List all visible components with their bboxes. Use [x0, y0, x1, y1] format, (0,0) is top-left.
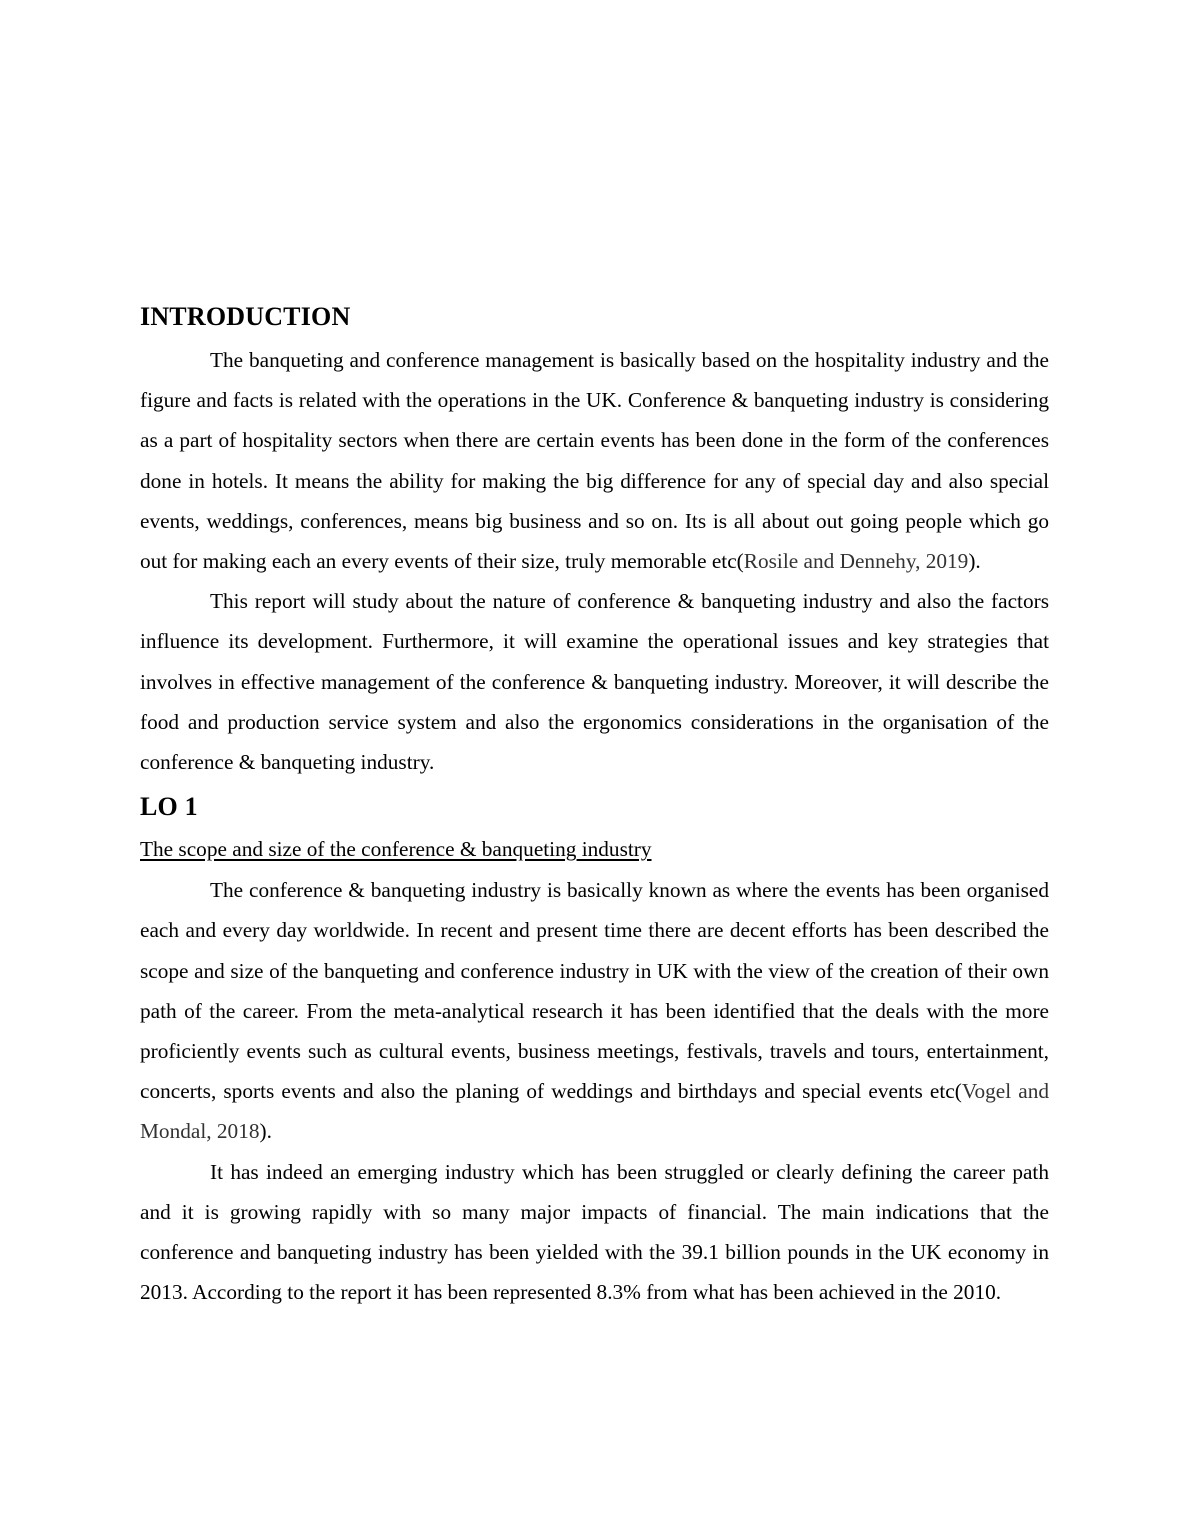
citation-closing: ).: [968, 549, 981, 574]
paragraph-text: It has indeed an emerging industry which has been struggled or clearly defining the career path and it is growing rapidly with so many major impacts of financial. The main indications that the conference and banqueting industry has been yielded with the 39.1 billion pounds in the UK economy in 2013. According to the report it has been represented 8.3% from what has been achieved in the 2010.: [140, 1159, 1049, 1305]
intro-paragraph-2: [140, 581, 1049, 782]
introduction-heading: INTRODUCTION: [140, 302, 351, 331]
lo1-paragraph-1: [140, 870, 1049, 1151]
paragraph-text: The conference & banqueting industry is basically known as where the events has been organised each and every day worldwide. In recent and present time there are decent efforts has been described the scope and size of the banqueting and conference industry in UK with the view of the creation of their own path of the career. From the meta-analytical research it has been identified that the deals with the more proficiently events such as cultural events, business meetings, festivals, travels and tours, entertainment, concerts, sports events and also the planing of weddings and birthdays and special events etc(: [140, 878, 1049, 1104]
citation-closing: ).: [259, 1119, 272, 1144]
document-body: [140, 300, 1049, 1312]
paragraph-text: This report will study about the nature of conference & banqueting industry and also the factors influence its development. Furthermore, it will examine the operational issues and key strategies that involves in effective management of the conference & banqueting industry. Moreover, it will describe the food and production service system and also the ergonomics considerations in the organisation of the conference & banqueting industry.: [140, 589, 1049, 775]
lo1-paragraph-2: [140, 1152, 1049, 1313]
lo1-subheading: The scope and size of the conference & banqueting industry: [140, 837, 652, 862]
lo1-heading: LO 1: [140, 792, 198, 822]
citation: Rosile and Dennehy, 2019: [743, 549, 969, 574]
citation: Vogel and Mondal, 2018: [140, 1079, 1050, 1144]
intro-paragraph-1: [140, 340, 1049, 581]
paragraph-text: The banqueting and conference management is basically based on the hospitality industry and the figure and facts is related with the operations in the UK. Conference & banqueting industry is considering as a part of hospitality sectors when there are certain events has been done in the form of the conferences done in hotels. It means the ability for making the big difference for any of special day and also special events, weddings, conferences, means big business and so on. Its is all about out going people which go out for making each an every events of their size, truly memorable etc(: [140, 348, 1049, 574]
